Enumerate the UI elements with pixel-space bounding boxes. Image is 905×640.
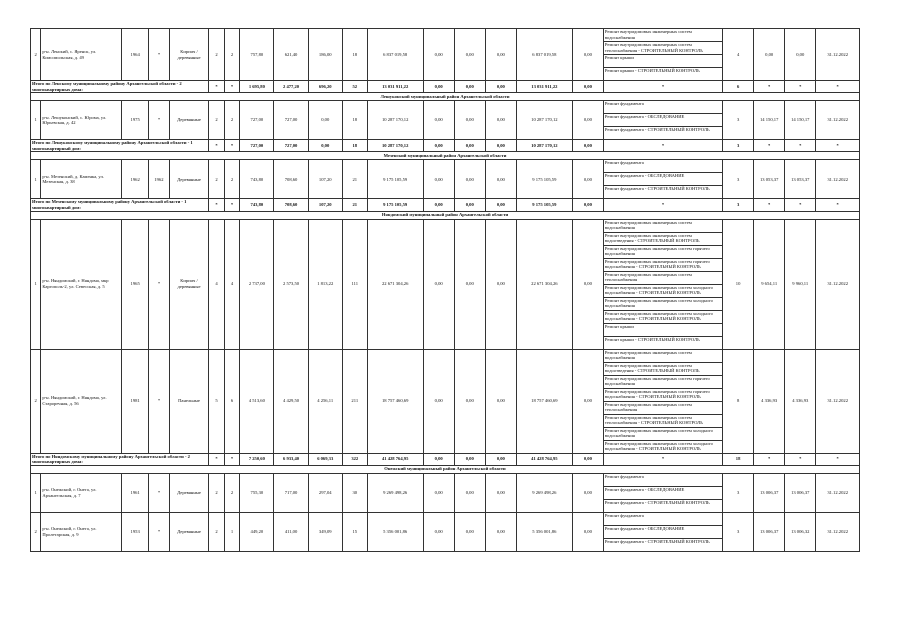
residential-area-cell: 717,00 <box>274 473 308 512</box>
address-cell: р-н. Онежский, г. Онега, ул. Пролетарская, д. 9 <box>41 512 122 551</box>
row-number: 2 <box>31 512 41 551</box>
total-deadline-cell: * <box>816 199 860 211</box>
repair-works-cell <box>603 219 722 349</box>
repair-work-item: Ремонт внутридомовых инженерных систем холодного водоснабжения <box>604 298 722 311</box>
unit-cost-cell: 4 336,93 <box>754 349 785 453</box>
total-residents-cell: 322 <box>342 453 367 465</box>
total-works-cell: * <box>603 140 722 152</box>
entrances-cell: 6 <box>224 349 240 453</box>
year-built-cell: 1965 <box>122 219 149 349</box>
repair-work-item: Ремонт фундамента - СТРОИТЕЛЬНЫЙ КОНТРОЛЬ <box>604 127 710 133</box>
total-fund-region-cell: 0,00 <box>454 81 485 93</box>
local-budget-cell: 0,00 <box>485 219 516 349</box>
unit-cost-cell: 0,00 <box>754 29 785 81</box>
federal-fund-cell: 0,00 <box>423 349 454 453</box>
repair-work-item: Ремонт внутридомовых инженерных систем водоотведения - СТРОИТЕЛЬНЫЙ КОНТРОЛЬ <box>604 363 722 376</box>
repair-work-item: Ремонт фундамента - ОБСЛЕДОВАНИЕ <box>604 526 722 539</box>
nonresidential-area-cell: 186,00 <box>308 29 342 81</box>
building-row <box>31 29 860 81</box>
repair-work-item: Ремонт внутридомовых инженерных систем водоснабжения <box>604 350 722 363</box>
repair-works-cell <box>603 160 722 199</box>
owners-fund-cell: 5 356 001,86 <box>516 512 572 551</box>
total-fund-region-cell: 0,00 <box>454 453 485 465</box>
max-unit-cost-cell: 14 150,17 <box>785 101 816 140</box>
other-sources-cell: 0,00 <box>572 101 603 140</box>
deadline-cell: 31.12.2022 <box>816 160 860 199</box>
floors-cell: 5 <box>209 349 225 453</box>
district-header-row <box>31 211 860 219</box>
total-fund-other-cell: 0,00 <box>572 453 603 465</box>
residents-cell: 21 <box>342 160 367 199</box>
total-deadline-cell: * <box>816 140 860 152</box>
total-method-cell: 6 <box>723 81 754 93</box>
building-row <box>31 473 860 512</box>
nonresidential-area-cell: 107,20 <box>308 160 342 199</box>
repair-work-item: Ремонт крыши - СТРОИТЕЛЬНЫЙ КОНТРОЛЬ <box>604 68 700 73</box>
row-number: 1 <box>31 160 41 199</box>
nonresidential-area-cell: 297,04 <box>308 473 342 512</box>
residents-cell: 211 <box>342 349 367 453</box>
federal-fund-cell: 0,00 <box>423 512 454 551</box>
regional-fund-cell: 0,00 <box>454 101 485 140</box>
total-entrances-cell: * <box>224 453 240 465</box>
row-number: 2 <box>31 29 41 81</box>
repair-work-item: Ремонт внутридомовых инженерных систем горячего водоснабжения - СТРОИТЕЛЬНЫЙ КОНТРОЛЬ <box>604 389 722 402</box>
residents-cell: 30 <box>342 473 367 512</box>
year-overhaul-cell: * <box>149 349 170 453</box>
district-title: Лешуконский муниципальный район Архангельской области <box>31 93 860 101</box>
unit-cost-cell: 13 006,37 <box>754 473 785 512</box>
district-title: Онежский муниципальный район Архангельской области <box>31 465 860 473</box>
row-number: 1 <box>31 473 41 512</box>
total-entrances-cell: * <box>224 81 240 93</box>
repair-works-cell <box>603 349 722 453</box>
regional-fund-cell: 0,00 <box>454 29 485 81</box>
deadline-cell: 31.12.2022 <box>816 101 860 140</box>
district-header-row <box>31 465 860 473</box>
repair-work-item: Ремонт фундамента - ОБСЛЕДОВАНИЕ <box>604 487 722 500</box>
repair-work-item: Ремонт фундамента - СТРОИТЕЛЬНЫЙ КОНТРОЛЬ <box>604 538 710 544</box>
max-unit-cost-cell: 0,00 <box>785 29 816 81</box>
owners-fund-cell: 10 287 170,12 <box>516 101 572 140</box>
total-cost-total-cell: 13 031 911,22 <box>367 81 423 93</box>
floors-cell: 2 <box>209 473 225 512</box>
repair-work-item: Ремонт крыши <box>604 324 722 337</box>
total-fund-owners-cell: 10 287 170,12 <box>516 140 572 152</box>
building-row <box>31 219 860 349</box>
repair-work-item: Ремонт фундамента - ОБСЛЕДОВАНИЕ <box>604 173 722 186</box>
district-header-row <box>31 93 860 101</box>
row-number: 1 <box>31 219 41 349</box>
district-title: Няндомский муниципальный район Архангельской области <box>31 211 860 219</box>
repair-method-cell: 3 <box>723 473 754 512</box>
district-total-label: Итого по Мезенскому муниципальному району Архангельской области - 1 многоквартирный дом: <box>31 199 209 211</box>
repair-work-item: Ремонт внутридомовых инженерных систем холодного водоснабжения - СТРОИТЕЛЬНЫЙ КОНТРОЛЬ <box>604 440 713 452</box>
other-sources-cell: 0,00 <box>572 219 603 349</box>
repair-work-item: Ремонт внутридомовых инженерных систем горячего водоснабжения <box>604 246 722 259</box>
total-floors-cell: * <box>209 140 225 152</box>
total-works-cell: * <box>603 199 722 211</box>
repair-work-item: Ремонт внутридомовых инженерных систем горячего водоснабжения <box>604 376 722 389</box>
total-area-nonres-cell: 696,20 <box>308 81 342 93</box>
total-area-total-cell: 743,80 <box>240 199 274 211</box>
address-cell: р-н. Ленский, с. Яренск, ул. Комсомольская, д. 49 <box>41 29 122 81</box>
total-fund-rf-cell: 0,00 <box>423 199 454 211</box>
total-max-cost-cell: * <box>785 140 816 152</box>
owners-fund-cell: 18 757 460,69 <box>516 349 572 453</box>
residential-area-cell: 727,00 <box>274 101 308 140</box>
year-built-cell: 1961 <box>122 473 149 512</box>
local-budget-cell: 0,00 <box>485 512 516 551</box>
district-total-row <box>31 453 860 465</box>
repair-work-item: Ремонт фундамента <box>604 101 722 114</box>
district-total-row <box>31 140 860 152</box>
floors-cell: 2 <box>209 512 225 551</box>
address-cell: р-н. Мезенский, д. Каменка, ул. Мезенская, д. 38 <box>41 160 122 199</box>
total-floors-cell: * <box>209 453 225 465</box>
district-title: Мезенский муниципальный район Архангельской области <box>31 152 860 160</box>
total-fund-region-cell: 0,00 <box>454 140 485 152</box>
building-row <box>31 349 860 453</box>
regional-fund-cell: 0,00 <box>454 219 485 349</box>
local-budget-cell: 0,00 <box>485 29 516 81</box>
total-area-cell: 755,30 <box>240 473 274 512</box>
nonresidential-area-cell: 1 813,22 <box>308 219 342 349</box>
residents-cell: 111 <box>342 219 367 349</box>
repair-method-cell: 3 <box>723 160 754 199</box>
total-method-cell: 3 <box>723 199 754 211</box>
total-unit-cost-cell: * <box>754 81 785 93</box>
total-area-total-cell: 7 250,60 <box>240 453 274 465</box>
year-overhaul-cell: * <box>149 512 170 551</box>
total-fund-other-cell: 0,00 <box>572 140 603 152</box>
repair-work-item: Ремонт внутридомовых инженерных систем теплоснабжения - СТРОИТЕЛЬНЫЙ КОНТРОЛЬ <box>604 415 722 428</box>
total-cost-cell: 9 269 498,26 <box>367 473 423 512</box>
total-fund-rf-cell: 0,00 <box>423 81 454 93</box>
total-cost-cell: 6 837 019,58 <box>367 29 423 81</box>
repair-work-item: Ремонт фундамента - СТРОИТЕЛЬНЫЙ КОНТРОЛЬ <box>604 499 710 505</box>
repair-work-item: Ремонт фундамента - СТРОИТЕЛЬНЫЙ КОНТРОЛЬ <box>604 186 710 192</box>
other-sources-cell: 0,00 <box>572 160 603 199</box>
building-row <box>31 512 860 551</box>
total-cost-cell: 18 757 460,69 <box>367 349 423 453</box>
total-unit-cost-cell: * <box>754 453 785 465</box>
total-works-cell: * <box>603 81 722 93</box>
regional-fund-cell: 0,00 <box>454 160 485 199</box>
year-built-cell: 1962 <box>122 160 149 199</box>
year-built-cell: 1975 <box>122 101 149 140</box>
unit-cost-cell: 13 053,37 <box>754 160 785 199</box>
walls-material-cell: Кирпич / деревянные <box>169 29 208 81</box>
repair-work-item: Ремонт внутридомовых инженерных систем холодного водоснабжения - СТРОИТЕЛЬНЫЙ КОНТРОЛЬ <box>604 311 722 324</box>
nonresidential-area-cell: 0,00 <box>308 101 342 140</box>
max-unit-cost-cell: 13 006,32 <box>785 512 816 551</box>
total-cost-total-cell: 10 287 170,12 <box>367 140 423 152</box>
repair-method-cell: 3 <box>723 101 754 140</box>
local-budget-cell: 0,00 <box>485 160 516 199</box>
residential-area-cell: 2 573,50 <box>274 219 308 349</box>
deadline-cell: 31.12.2022 <box>816 29 860 81</box>
walls-material-cell: Деревянные <box>169 473 208 512</box>
total-fund-local-cell: 0,00 <box>485 140 516 152</box>
total-fund-rf-cell: 0,00 <box>423 453 454 465</box>
total-area-total-cell: 1 695,80 <box>240 81 274 93</box>
repair-work-item: Ремонт внутридомовых инженерных систем водоснабжения <box>604 29 722 42</box>
residents-cell: 18 <box>342 101 367 140</box>
register-body <box>31 29 860 552</box>
total-floors-cell: * <box>209 81 225 93</box>
walls-material-cell: Деревянные <box>169 101 208 140</box>
repair-work-item: Ремонт крыши - СТРОИТЕЛЬНЫЙ КОНТРОЛЬ <box>604 336 700 342</box>
floors-cell: 2 <box>209 29 225 81</box>
entrances-cell: 2 <box>224 160 240 199</box>
total-fund-owners-cell: 9 175 105,59 <box>516 199 572 211</box>
max-unit-cost-cell: 13 053,37 <box>785 160 816 199</box>
total-fund-rf-cell: 0,00 <box>423 140 454 152</box>
total-fund-local-cell: 0,00 <box>485 199 516 211</box>
repair-work-item: Ремонт внутридомовых инженерных систем водоснабжения <box>604 220 722 233</box>
walls-material-cell: Кирпич / деревянные <box>169 219 208 349</box>
register-sheet <box>30 28 860 552</box>
total-fund-local-cell: 0,00 <box>485 81 516 93</box>
year-overhaul-cell: * <box>149 29 170 81</box>
repair-work-item: Ремонт фундамента <box>604 513 722 526</box>
total-area-cell: 2 737,00 <box>240 219 274 349</box>
total-area-cell: 727,00 <box>240 101 274 140</box>
total-area-nonres-cell: 0,00 <box>308 140 342 152</box>
total-unit-cost-cell: * <box>754 140 785 152</box>
federal-fund-cell: 0,00 <box>423 29 454 81</box>
floors-cell: 2 <box>209 101 225 140</box>
entrances-cell: 4 <box>224 219 240 349</box>
row-number: 2 <box>31 349 41 453</box>
unit-cost-cell: 13 006,37 <box>754 512 785 551</box>
owners-fund-cell: 9 269 498,26 <box>516 473 572 512</box>
total-max-cost-cell: * <box>785 453 816 465</box>
residential-area-cell: 708,60 <box>274 160 308 199</box>
total-deadline-cell: * <box>816 81 860 93</box>
total-area-cell: 757,80 <box>240 29 274 81</box>
nonresidential-area-cell: 349,09 <box>308 512 342 551</box>
year-overhaul-cell: * <box>149 101 170 140</box>
repair-works-cell <box>603 512 722 551</box>
repair-method-cell: 4 <box>723 29 754 81</box>
federal-fund-cell: 0,00 <box>423 473 454 512</box>
building-row <box>31 160 860 199</box>
repair-work-item: Ремонт крыши <box>604 55 722 68</box>
total-residents-cell: 18 <box>342 140 367 152</box>
walls-material-cell: Панельные <box>169 349 208 453</box>
regional-fund-cell: 0,00 <box>454 473 485 512</box>
unit-cost-cell: 9 654,11 <box>754 219 785 349</box>
total-area-total-cell: 727,00 <box>240 140 274 152</box>
entrances-cell: 2 <box>224 473 240 512</box>
row-number: 1 <box>31 101 41 140</box>
total-max-cost-cell: * <box>785 81 816 93</box>
regional-fund-cell: 0,00 <box>454 512 485 551</box>
district-total-label: Итого по Ленскому муниципальному району Архангельской области - 2 многоквартирных дома: <box>31 81 209 93</box>
district-total-label: Итого по Няндомскому муниципальному району Архангельской области - 2 многоквартирных дома: <box>31 453 209 465</box>
total-area-nonres-cell: 6 069,33 <box>308 453 342 465</box>
total-cost-cell: 5 356 001,86 <box>367 512 423 551</box>
regional-fund-cell: 0,00 <box>454 349 485 453</box>
residential-area-cell: 4 429,50 <box>274 349 308 453</box>
total-residents-cell: 21 <box>342 199 367 211</box>
district-total-row <box>31 81 860 93</box>
year-built-cell: 1953 <box>122 512 149 551</box>
max-unit-cost-cell: 13 006,37 <box>785 473 816 512</box>
total-fund-other-cell: 0,00 <box>572 81 603 93</box>
building-row <box>31 101 860 140</box>
year-overhaul-cell: 1962 <box>149 160 170 199</box>
deadline-cell: 31.12.2022 <box>816 219 860 349</box>
repair-work-item: Ремонт фундамента <box>604 474 722 487</box>
repair-method-cell: 10 <box>723 219 754 349</box>
residential-area-cell: 621,40 <box>274 29 308 81</box>
total-cost-cell: 22 671 304,26 <box>367 219 423 349</box>
year-overhaul-cell: * <box>149 473 170 512</box>
total-area-cell: 743,80 <box>240 160 274 199</box>
total-cost-total-cell: 9 175 105,59 <box>367 199 423 211</box>
entrances-cell: 1 <box>224 512 240 551</box>
repair-work-item: Ремонт внутридомовых инженерных систем теплоснабжения <box>604 272 722 285</box>
total-fund-owners-cell: 13 031 911,22 <box>516 81 572 93</box>
other-sources-cell: 0,00 <box>572 349 603 453</box>
repair-work-item: Ремонт внутридомовых инженерных систем теплоснабжения <box>604 402 722 415</box>
federal-fund-cell: 0,00 <box>423 219 454 349</box>
year-overhaul-cell: * <box>149 219 170 349</box>
capital-repair-register-table <box>30 28 860 552</box>
other-sources-cell: 0,00 <box>572 512 603 551</box>
residential-area-cell: 411,00 <box>274 512 308 551</box>
year-built-cell: 1964 <box>122 29 149 81</box>
repair-works-cell <box>603 101 722 140</box>
total-entrances-cell: * <box>224 140 240 152</box>
total-area-res-cell: 2 477,20 <box>274 81 308 93</box>
total-cost-cell: 9 175 105,59 <box>367 160 423 199</box>
total-fund-owners-cell: 41 428 764,95 <box>516 453 572 465</box>
residents-cell: 18 <box>342 29 367 81</box>
repair-work-item: Ремонт внутридомовых инженерных систем горячего водоснабжения - СТРОИТЕЛЬНЫЙ КОНТРОЛЬ <box>604 259 722 272</box>
entrances-cell: 2 <box>224 29 240 81</box>
other-sources-cell: 0,00 <box>572 29 603 81</box>
total-cost-total-cell: 41 428 764,95 <box>367 453 423 465</box>
repair-work-item: Ремонт внутридомовых инженерных систем холодного водоснабжения <box>604 428 722 441</box>
federal-fund-cell: 0,00 <box>423 160 454 199</box>
owners-fund-cell: 22 671 304,26 <box>516 219 572 349</box>
repair-work-item: Ремонт фундамента <box>604 160 722 173</box>
total-cost-cell: 10 287 170,12 <box>367 101 423 140</box>
total-fund-local-cell: 0,00 <box>485 453 516 465</box>
residents-cell: 15 <box>342 512 367 551</box>
total-area-res-cell: 727,00 <box>274 140 308 152</box>
walls-material-cell: Деревянные <box>169 512 208 551</box>
federal-fund-cell: 0,00 <box>423 101 454 140</box>
total-works-cell: * <box>603 453 722 465</box>
district-total-label: Итого по Лешуконскому муниципальному району Архангельской области - 1 многоквартирный дом: <box>31 140 209 152</box>
max-unit-cost-cell: 9 960,11 <box>785 219 816 349</box>
total-residents-cell: 52 <box>342 81 367 93</box>
total-area-cell: 4 513,60 <box>240 349 274 453</box>
repair-work-item: Ремонт внутридомовых инженерных систем холодного водоснабжения - СТРОИТЕЛЬНЫЙ КОНТРОЛЬ <box>604 285 722 298</box>
total-max-cost-cell: * <box>785 199 816 211</box>
district-header-row <box>31 152 860 160</box>
total-entrances-cell: * <box>224 199 240 211</box>
total-deadline-cell: * <box>816 453 860 465</box>
address-cell: р-н. Няндомский, г. Няндома, ул. Староречная, д. 56 <box>41 349 122 453</box>
repair-method-cell: 3 <box>723 512 754 551</box>
owners-fund-cell: 6 837 019,58 <box>516 29 572 81</box>
district-total-row <box>31 199 860 211</box>
floors-cell: 4 <box>209 219 225 349</box>
walls-material-cell: Деревянные <box>169 160 208 199</box>
address-cell: р-н. Няндомский, г. Няндома, мкр Каргополь-2, ул. Севесская, д. 5 <box>41 219 122 349</box>
address-cell: р-н. Онежский, г. Онега, ул. Архангельская, д. 7 <box>41 473 122 512</box>
repair-work-item: Ремонт внутридомовых инженерных систем теплоснабжения - СТРОИТЕЛЬНЫЙ КОНТРОЛЬ <box>604 42 722 55</box>
local-budget-cell: 0,00 <box>485 101 516 140</box>
total-area-res-cell: 6 933,40 <box>274 453 308 465</box>
total-unit-cost-cell: * <box>754 199 785 211</box>
total-method-cell: 3 <box>723 140 754 152</box>
repair-work-item: Ремонт фундамента - ОБСЛЕДОВАНИЕ <box>604 114 722 127</box>
repair-work-item: Ремонт внутридомовых инженерных систем водоотведения - СТРОИТЕЛЬНЫЙ КОНТРОЛЬ <box>604 233 722 246</box>
floors-cell: 2 <box>209 160 225 199</box>
local-budget-cell: 0,00 <box>485 473 516 512</box>
deadline-cell: 31.12.2022 <box>816 349 860 453</box>
unit-cost-cell: 14 150,17 <box>754 101 785 140</box>
entrances-cell: 2 <box>224 101 240 140</box>
owners-fund-cell: 9 175 105,59 <box>516 160 572 199</box>
total-area-nonres-cell: 107,20 <box>308 199 342 211</box>
total-area-cell: 449,20 <box>240 512 274 551</box>
total-floors-cell: * <box>209 199 225 211</box>
total-fund-other-cell: 0,00 <box>572 199 603 211</box>
total-fund-region-cell: 0,00 <box>454 199 485 211</box>
address-cell: р-н. Лешуконский, с. Юрома, ул. Юрьевская, д. 42 <box>41 101 122 140</box>
other-sources-cell: 0,00 <box>572 473 603 512</box>
deadline-cell: 31.12.2022 <box>816 473 860 512</box>
total-method-cell: 18 <box>723 453 754 465</box>
max-unit-cost-cell: 4 336,93 <box>785 349 816 453</box>
repair-works-cell <box>603 29 722 81</box>
local-budget-cell: 0,00 <box>485 349 516 453</box>
repair-works-cell <box>603 473 722 512</box>
total-area-res-cell: 708,60 <box>274 199 308 211</box>
year-built-cell: 1981 <box>122 349 149 453</box>
deadline-cell: 31.12.2022 <box>816 512 860 551</box>
nonresidential-area-cell: 4 256,11 <box>308 349 342 453</box>
repair-method-cell: 8 <box>723 349 754 453</box>
